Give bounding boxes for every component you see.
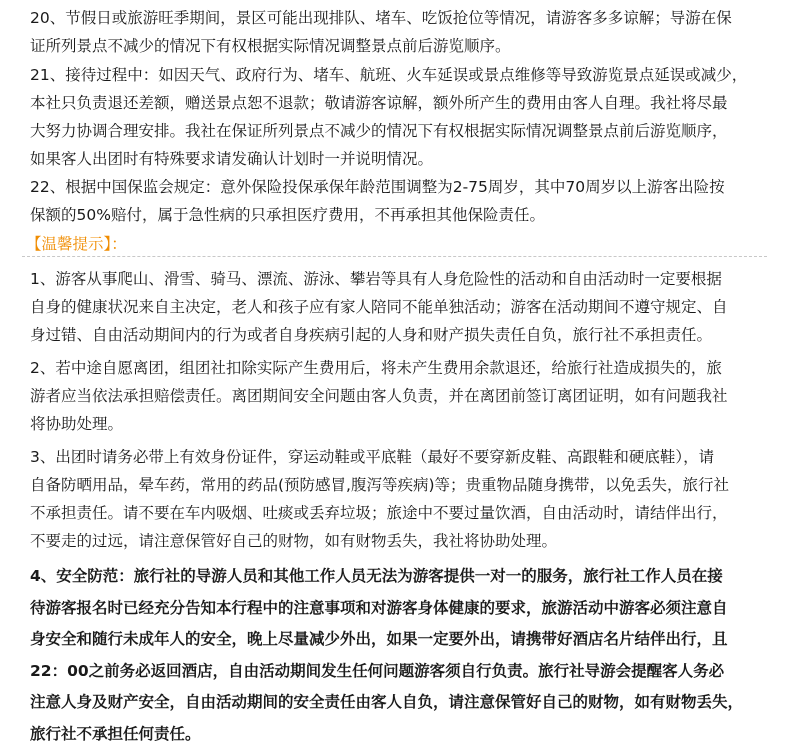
warm-tips-title: 【温馨提示】：: [26, 230, 127, 258]
term-item-20: [30, 4, 760, 60]
section-divider: [22, 256, 767, 257]
term-line: 22、根据中国保监会规定：意外保险投保承保年龄范围调整为2-75周岁，其中70周岁以上游客出险按: [30, 173, 760, 201]
tip-item-1: [30, 265, 760, 349]
safety-line: 身安全和随行未成年人的安全，晚上尽量减少外出，如果一定要外出，请携带好酒店名片结伴出行，且: [30, 624, 760, 656]
tip-line: 将协助处理。: [30, 410, 760, 438]
tip-line: 不要走的过远，请注意保管好自己的财物，如有财物丢失，我社将协助处理。: [30, 527, 760, 555]
term-line: 如果客人出团时有特殊要求请发确认计划时一并说明情况。: [30, 145, 760, 173]
term-line: 保额的50%赔付，属于急性病的只承担医疗费用，不再承担其他保险责任。: [30, 201, 760, 229]
term-line: 本社只负责退还差额，赠送景点恕不退款；敬请游客谅解，额外所产生的费用由客人自理。我社将尽最: [30, 89, 760, 117]
tip-line: 3、出团时请务必带上有效身份证件，穿运动鞋或平底鞋（最好不要穿新皮鞋、高跟鞋和硬底鞋），请: [30, 443, 760, 471]
tip-line: 不承担责任。请不要在车内吸烟、吐痰或丢弃垃圾；旅途中不要过量饮酒，自由活动时，请结伴出行，: [30, 499, 760, 527]
tip-line: 身过错、自由活动期间内的行为或者自身疾病引起的人身和财产损失责任自负，旅行社不承担责任。: [30, 321, 760, 349]
term-item-21: [30, 61, 760, 173]
term-line: 21、接待过程中：如因天气、政府行为、堵车、航班、火车延误或景点维修等导致游览景点延误或减少，: [30, 61, 760, 89]
tip-line: 自备防晒用品，晕车药，常用的药品(预防感冒,腹泻等疾病)等；贵重物品随身携带，以免丢失，旅行社: [30, 471, 760, 499]
safety-line: 旅行社不承担任何责任。: [30, 719, 760, 750]
tip-item-2: [30, 354, 760, 438]
safety-line: 22：00之前务必返回酒店，自由活动期间发生任何问题游客须自行负责。旅行社导游会提醒客人务必: [30, 656, 760, 688]
safety-line: 待游客报名时已经充分告知本行程中的注意事项和对游客身体健康的要求，旅游活动中游客必须注意自: [30, 593, 760, 625]
term-line: 大努力协调合理安排。我社在保证所列景点不减少的情况下有权根据实际情况调整景点前后游览顺序，: [30, 117, 760, 145]
safety-line: 4、安全防范：旅行社的导游人员和其他工作人员无法为游客提供一对一的服务，旅行社工作人员在接: [30, 561, 760, 593]
term-line: 证所列景点不减少的情况下有权根据实际情况调整景点前后游览顺序。: [30, 32, 760, 60]
term-line: 20、节假日或旅游旺季期间，景区可能出现排队、堵车、吃饭抢位等情况，请游客多多谅解；导游在保: [30, 4, 760, 32]
tip-line: 游者应当依法承担赔偿责任。离团期间安全问题由客人负责，并在离团前签订离团证明，如有问题我社: [30, 382, 760, 410]
safety-line: 注意人身及财产安全，自由活动期间的安全责任由客人自负，请注意保管好自己的财物，如有财物丢失，: [30, 687, 760, 719]
tip-item-4-safety: [30, 561, 760, 750]
tip-line: 1、游客从事爬山、滑雪、骑马、漂流、游泳、攀岩等具有人身危险性的活动和自由活动时一定要根据: [30, 265, 760, 293]
tip-line: 自身的健康状况来自主决定，老人和孩子应有家人陪同不能单独活动；游客在活动期间不遵守规定、自: [30, 293, 760, 321]
tip-item-3: [30, 443, 760, 555]
term-item-22: [30, 173, 760, 229]
tip-line: 2、若中途自愿离团，组团社扣除实际产生费用后，将未产生费用余款退还，给旅行社造成损失的，旅: [30, 354, 760, 382]
